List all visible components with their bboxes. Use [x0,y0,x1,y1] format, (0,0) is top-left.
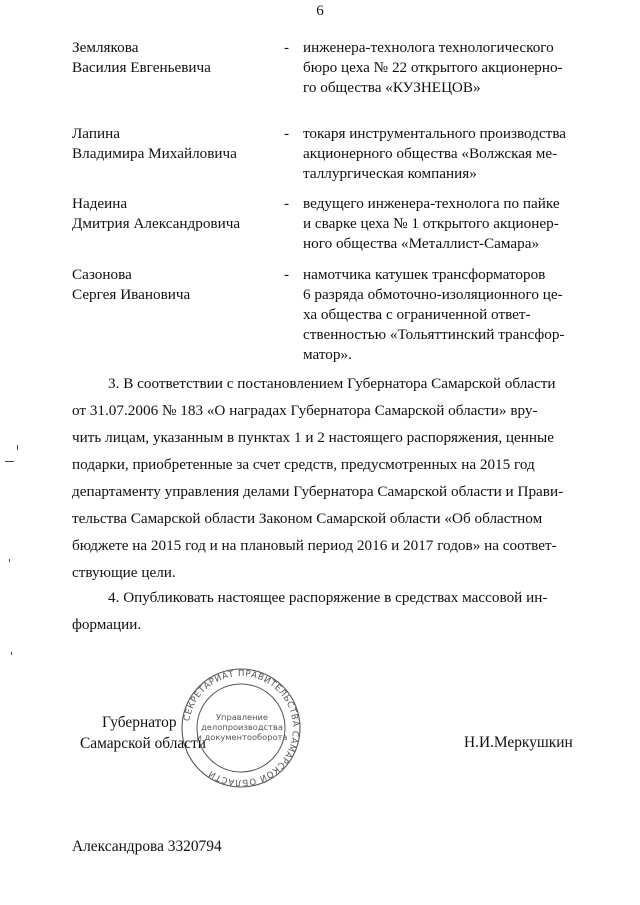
person-name: Сазонова Сергея Ивановича [72,266,191,303]
person-position: намотчика катушек трансформаторов 6 разряда обмоточно-изоляционного це- ха общества с ограниченной ответ- ственностью «Тольяттинский трансфор- матор». [303,266,565,363]
signature-title: Губернатор Самарской области [80,714,207,752]
page-number: 6 [316,3,324,19]
dash-separator: - [284,125,290,142]
person-name: Лапина Владимира Михайловича [72,125,237,162]
stamp-center-line: Управление [215,712,269,722]
scan-mark [9,559,10,562]
dash-separator: - [284,266,290,283]
scan-mark [11,652,12,655]
scan-mark [17,445,18,450]
person-position: токаря инструментального производства акционерного общества «Волжская ме- таллургическая компания» [303,125,567,182]
stamp-ring-text: СЕКРЕТАРИАТ ПРАВИТЕЛЬСТВА САМАРСКОЙ ОБЛАСТИ [182,668,301,788]
stamp-center-line: делопроизводства [201,722,283,732]
signatory-name: Н.И.Меркушкин [464,734,573,751]
person-name: Надеина Дмитрия Александровича [72,195,241,232]
dash-separator: - [284,195,290,212]
executor-footer: Александрова 3320794 [72,838,222,855]
person-position: ведущего инженера-технолога по пайке и сварке цеха № 1 открытого акционер- ного общества «Металлист-Самара» [303,195,560,252]
stamp-center-line: и документооборота [196,732,288,742]
person-position: инженера-технолога технологического бюро цеха № 22 открытого акционерно- го общества «КУЗНЕЦОВ» [303,39,563,96]
paragraph-4: 4. Опубликовать настоящее распоряжение в средствах массовой ин- формации. [72,589,548,633]
scan-mark [5,461,14,462]
person-name: Землякова Василия Евгеньевича [72,39,211,76]
paragraph-3: 3. В соответствии с постановлением Губернатора Самарской области от 31.07.2006 № 183 «О наградах Губернатора Самарской области» вру- чить лицам, указанным в пунктах 1 и 2 настоящего распоряжения, ценные подарки, приобретенные за счет средств, предусмотренных на 2015 год департаменту управления делами Губернатора Самарской области и Прави- тельства Самарской области Законом Самарской области «Об областном бюджете на 2015 год и на плановый период 2016 и 2017 годов» на соответ- ствующие цели. [72,375,564,581]
dash-separator: - [284,39,290,56]
